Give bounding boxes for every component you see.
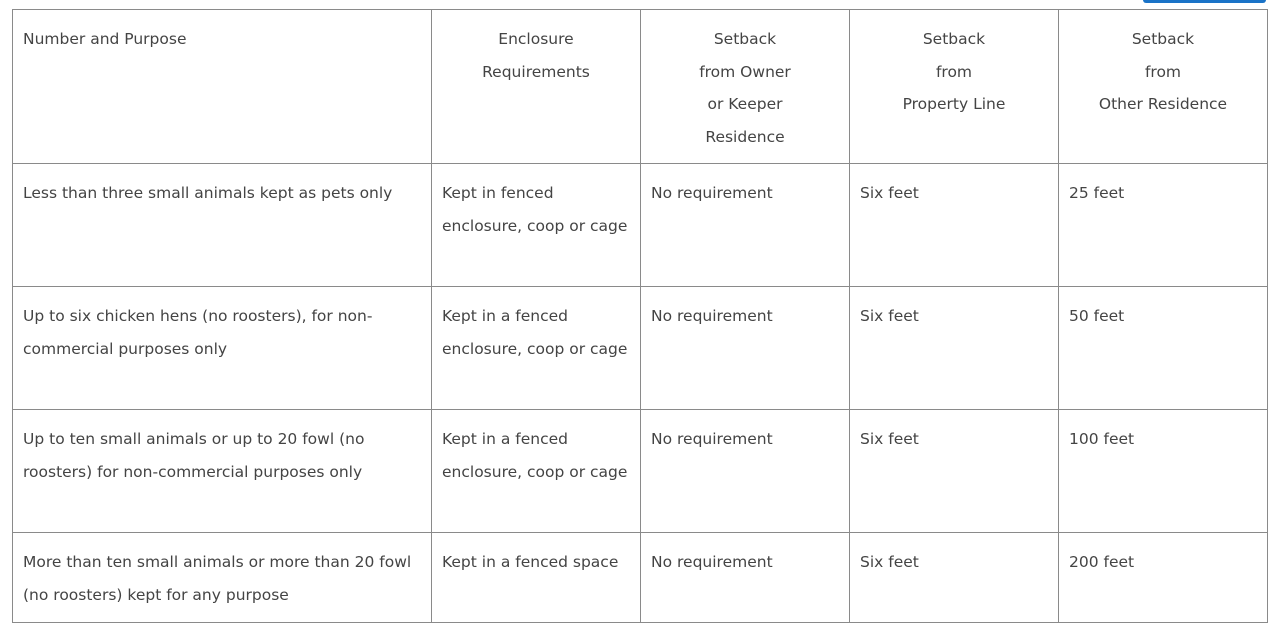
cell-setback-owner-residence: No requirement [641, 287, 850, 410]
cell-setback-property-line: Six feet [850, 164, 1059, 287]
header-line: from [1144, 62, 1182, 81]
header-number-and-purpose [13, 10, 432, 164]
cell-enclosure-requirements: Kept in fenced enclosure, coop or cage [432, 164, 641, 287]
cell-number-and-purpose: Less than three small animals kept as pets only [13, 164, 432, 287]
cell-setback-other-residence: 100 feet [1059, 410, 1268, 533]
header-line: Requirements [482, 62, 590, 81]
header-line: Number and Purpose [23, 30, 187, 48]
cell-setback-property-line: Six feet [850, 287, 1059, 410]
cell-enclosure-requirements: Kept in a fenced enclosure, coop or cage [432, 410, 641, 533]
cell-setback-owner-residence: No requirement [641, 533, 850, 623]
cell-setback-owner-residence: No requirement [641, 164, 850, 287]
table-row [13, 533, 1268, 623]
cell-number-and-purpose: Up to six chicken hens (no roosters), for non-commercial purposes only [13, 287, 432, 410]
cell-setback-owner-residence: No requirement [641, 410, 850, 533]
top-button[interactable] [1143, 0, 1266, 3]
cell-setback-other-residence: 200 feet [1059, 533, 1268, 623]
table-row [13, 410, 1268, 533]
header-line: Enclosure [498, 30, 574, 48]
cell-enclosure-requirements: Kept in a fenced space [432, 533, 641, 623]
header-line: Property Line [902, 95, 1006, 113]
header-line: Setback [922, 30, 986, 48]
animal-keeping-table [12, 9, 1268, 623]
header-setback-other-residence [1059, 10, 1268, 164]
header-setback-owner-residence [641, 10, 850, 164]
header-line: or Keeper [707, 95, 783, 113]
cell-number-and-purpose: Up to ten small animals or up to 20 fowl (no roosters) for non-commercial purposes only [13, 410, 432, 533]
table-row [13, 287, 1268, 410]
cell-setback-property-line: Six feet [850, 410, 1059, 533]
header-line: Other Residence [1098, 95, 1228, 113]
header-row [13, 10, 1268, 164]
header-setback-property-line [850, 10, 1059, 164]
cell-setback-other-residence: 50 feet [1059, 287, 1268, 410]
header-line: from Owner [699, 62, 791, 81]
header-line: Residence [705, 127, 785, 146]
cell-setback-property-line: Six feet [850, 533, 1059, 623]
header-enclosure-requirements [432, 10, 641, 164]
table-row [13, 164, 1268, 287]
header-line: from [935, 62, 973, 81]
cell-setback-other-residence: 25 feet [1059, 164, 1268, 287]
cell-enclosure-requirements: Kept in a fenced enclosure, coop or cage [432, 287, 641, 410]
header-line: Setback [1131, 30, 1195, 48]
cell-number-and-purpose: More than ten small animals or more than 20 fowl (no roosters) kept for any purpose [13, 533, 432, 623]
header-line: Setback [713, 30, 777, 48]
